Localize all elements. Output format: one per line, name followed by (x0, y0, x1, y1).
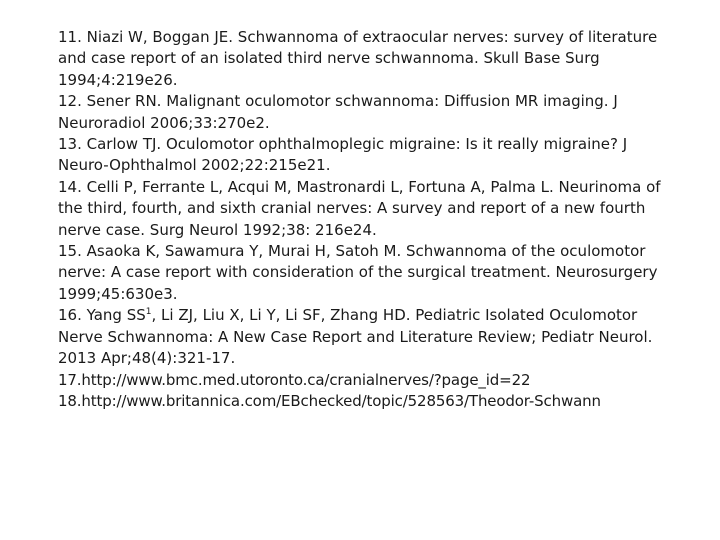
reference-17-link[interactable]: 17.http://www.bmc.med.utoronto.ca/cranialnerves/?page_id=22 (58, 370, 531, 389)
reference-18-link[interactable]: 18.http://www.britannica.com/EBchecked/topic/528563/Theodor-Schwann (58, 391, 601, 410)
reference-15: 15. Asaoka K, Sawamura Y, Murai H, Satoh M. Schwannoma of the oculomotor nerve: A case report with consideration of the surgical treatment. Neurosurgery 1999;45:630e3. (58, 242, 658, 303)
reference-16-rest: , Li ZJ, Liu X, Li Y, Li SF, Zhang HD. Pediatric Isolated Oculomotor Nerve Schwannoma: A New Case Report and Literature Review; Pediatr Neurol. 2013 Apr;48(4):321-17. (58, 306, 653, 368)
reference-16-authors: 16. Yang SS (58, 306, 146, 325)
reference-12: 12. Sener RN. Malignant oculomotor schwannoma: Diffusion MR imaging. J Neuroradiol 2006;33:270e2. (58, 92, 618, 132)
reference-16-superscript: 1 (145, 307, 152, 318)
reference-11: 11. Niazi W, Boggan JE. Schwannoma of extraocular nerves: survey of literature and case report of an isolated third nerve schwannoma. Skull Base Surg 1994;4:219e26. (58, 28, 658, 89)
reference-13: 13. Carlow TJ. Oculomotor ophthalmoplegic migraine: Is it really migraine? J Neuro-Ophthalmol 2002;22:215e21. (58, 135, 628, 175)
reference-16 (58, 305, 668, 369)
reference-14: 14. Celli P, Ferrante L, Acqui M, Mastronardi L, Fortuna A, Palma L. Neurinoma of the third, fourth, and sixth cranial nerves: A survey and report of a new fourth nerve case. Surg Neurol 1992;38: 216e24. (58, 177, 661, 239)
reference-list (58, 27, 668, 412)
